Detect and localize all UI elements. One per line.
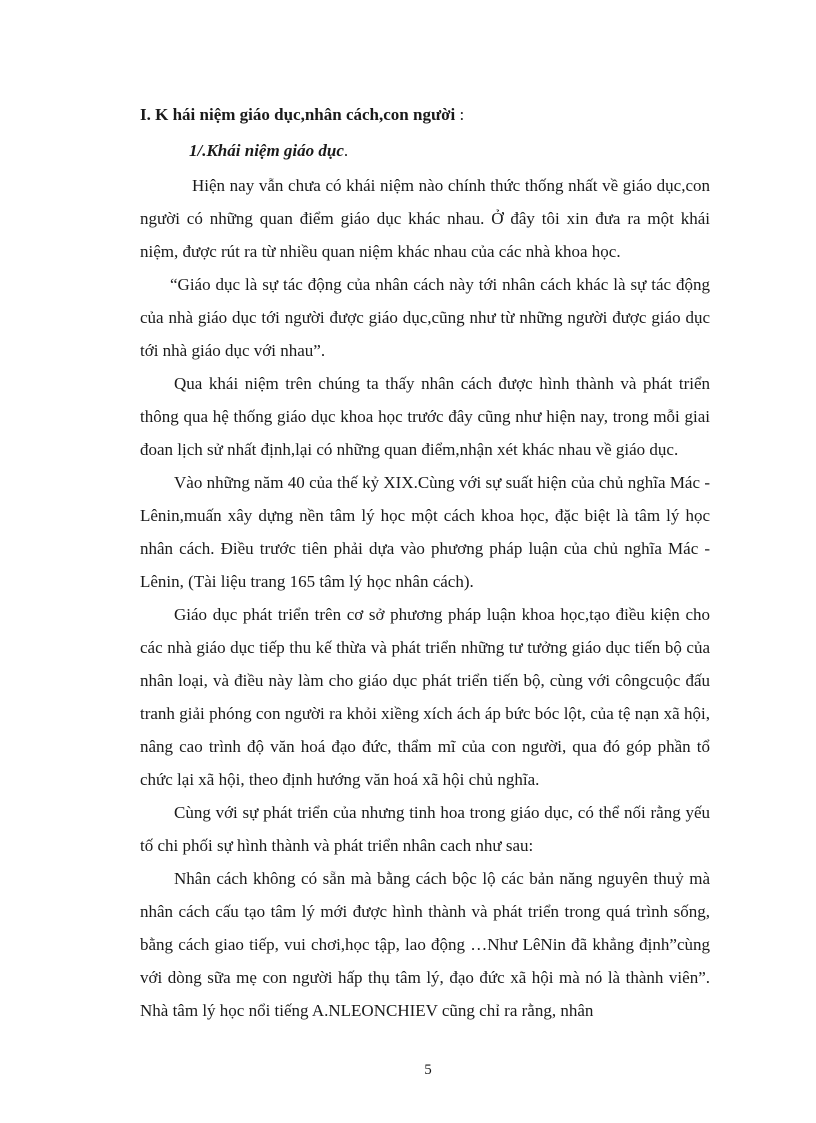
- page-number: 5: [424, 1062, 432, 1078]
- paragraph-concept-analysis: Qua khái niệm trên chúng ta thấy nhân cách được hình thành và phát triển thông qua hệ thống giáo dục khoa học trước đây cũng như hiện nay, trong mỗi giai đoan lịch sử nhất định,lại có những quan điểm,nhận xét khác nhau về giáo dục.: [140, 374, 710, 459]
- subsection-heading: [189, 141, 710, 161]
- paragraph-definition-intro: Hiện nay vẫn chưa có khái niệm nào chính thức thống nhất về giáo dục,con người có những quan điểm giáo dục khác nhau. Ở đây tôi xin đưa ra một khái niệm, được rút ra từ nhiều quan niệm khác nhau của các nhà khoa học.: [140, 176, 710, 261]
- paragraph-education-development: Giáo dục phát triển trên cơ sở phương pháp luận khoa học,tạo điều kiện cho các nhà giáo dục tiếp thu kế thừa và phát triển những tư tưởng giáo dục tiến bộ của nhân loại, và điều này làm cho giáo dục phát triển tiến bộ, cùng với côngcuộc đấu tranh giải phóng con người ra khỏi xiềng xích ách áp bức bóc lột, của tệ nạn xã hội, nâng cao trình độ văn hoá đạo đức, thẩm mĩ của con người, qua đó góp phần tổ chức lại xã hội, theo định hướng văn hoá xã hội chủ nghĩa.: [140, 605, 710, 789]
- subsection-heading-text: 1/.Khái niệm giáo dục: [189, 141, 344, 160]
- paragraph-personality-formation: Nhân cách không có sẵn mà bằng cách bộc lộ các bản năng nguyên thuỷ mà nhân cách cấu tạo tâm lý mới được hình thành và phát triển trong quá trình sống, bằng cách giao tiếp, vui chơi,học tập, lao động …Như LêNin đã khẳng định”cùng với dòng sữa mẹ con người hấp thụ tâm lý, đạo đức xã hội mà nó là thành viên”. Nhà tâm lý học nổi tiếng A.NLEONCHIEV cũng chỉ ra rằng, nhân: [140, 869, 710, 1020]
- section-heading-text: I. K hái niệm giáo dục,nhân cách,con người: [140, 105, 456, 124]
- section-heading: [140, 105, 710, 125]
- paragraph-marxism-history: Vào những năm 40 của thế kỷ XIX.Cùng với sự suất hiện của chủ nghĩa Mác - Lênin,muấn xây dựng nền tâm lý học một cách khoa học, đặc biệt là tâm lý học nhân cách. Điều trước tiên phải dựa vào phương pháp luận của chủ nghĩa Mác - Lênin, (Tài liệu trang 165 tâm lý học nhân cách).: [140, 473, 710, 591]
- paragraph-influencing-factors: Cùng với sự phát triển của nhưng tinh hoa trong giáo dục, có thể nối rằng yếu tố chi phối sự hình thành và phát triển nhân cach như sau:: [140, 803, 710, 855]
- paragraph-definition-quote: “Giáo dục là sự tác động của nhân cách này tới nhân cách khác là sự tác động của nhà giáo dục tới người được giáo dục,cũng như từ những người được giáo dục tới nhà giáo dục với nhau”.: [140, 275, 710, 360]
- subsection-heading-dot: .: [343, 141, 349, 160]
- page-content: [140, 105, 710, 1027]
- section-heading-colon: :: [455, 105, 465, 124]
